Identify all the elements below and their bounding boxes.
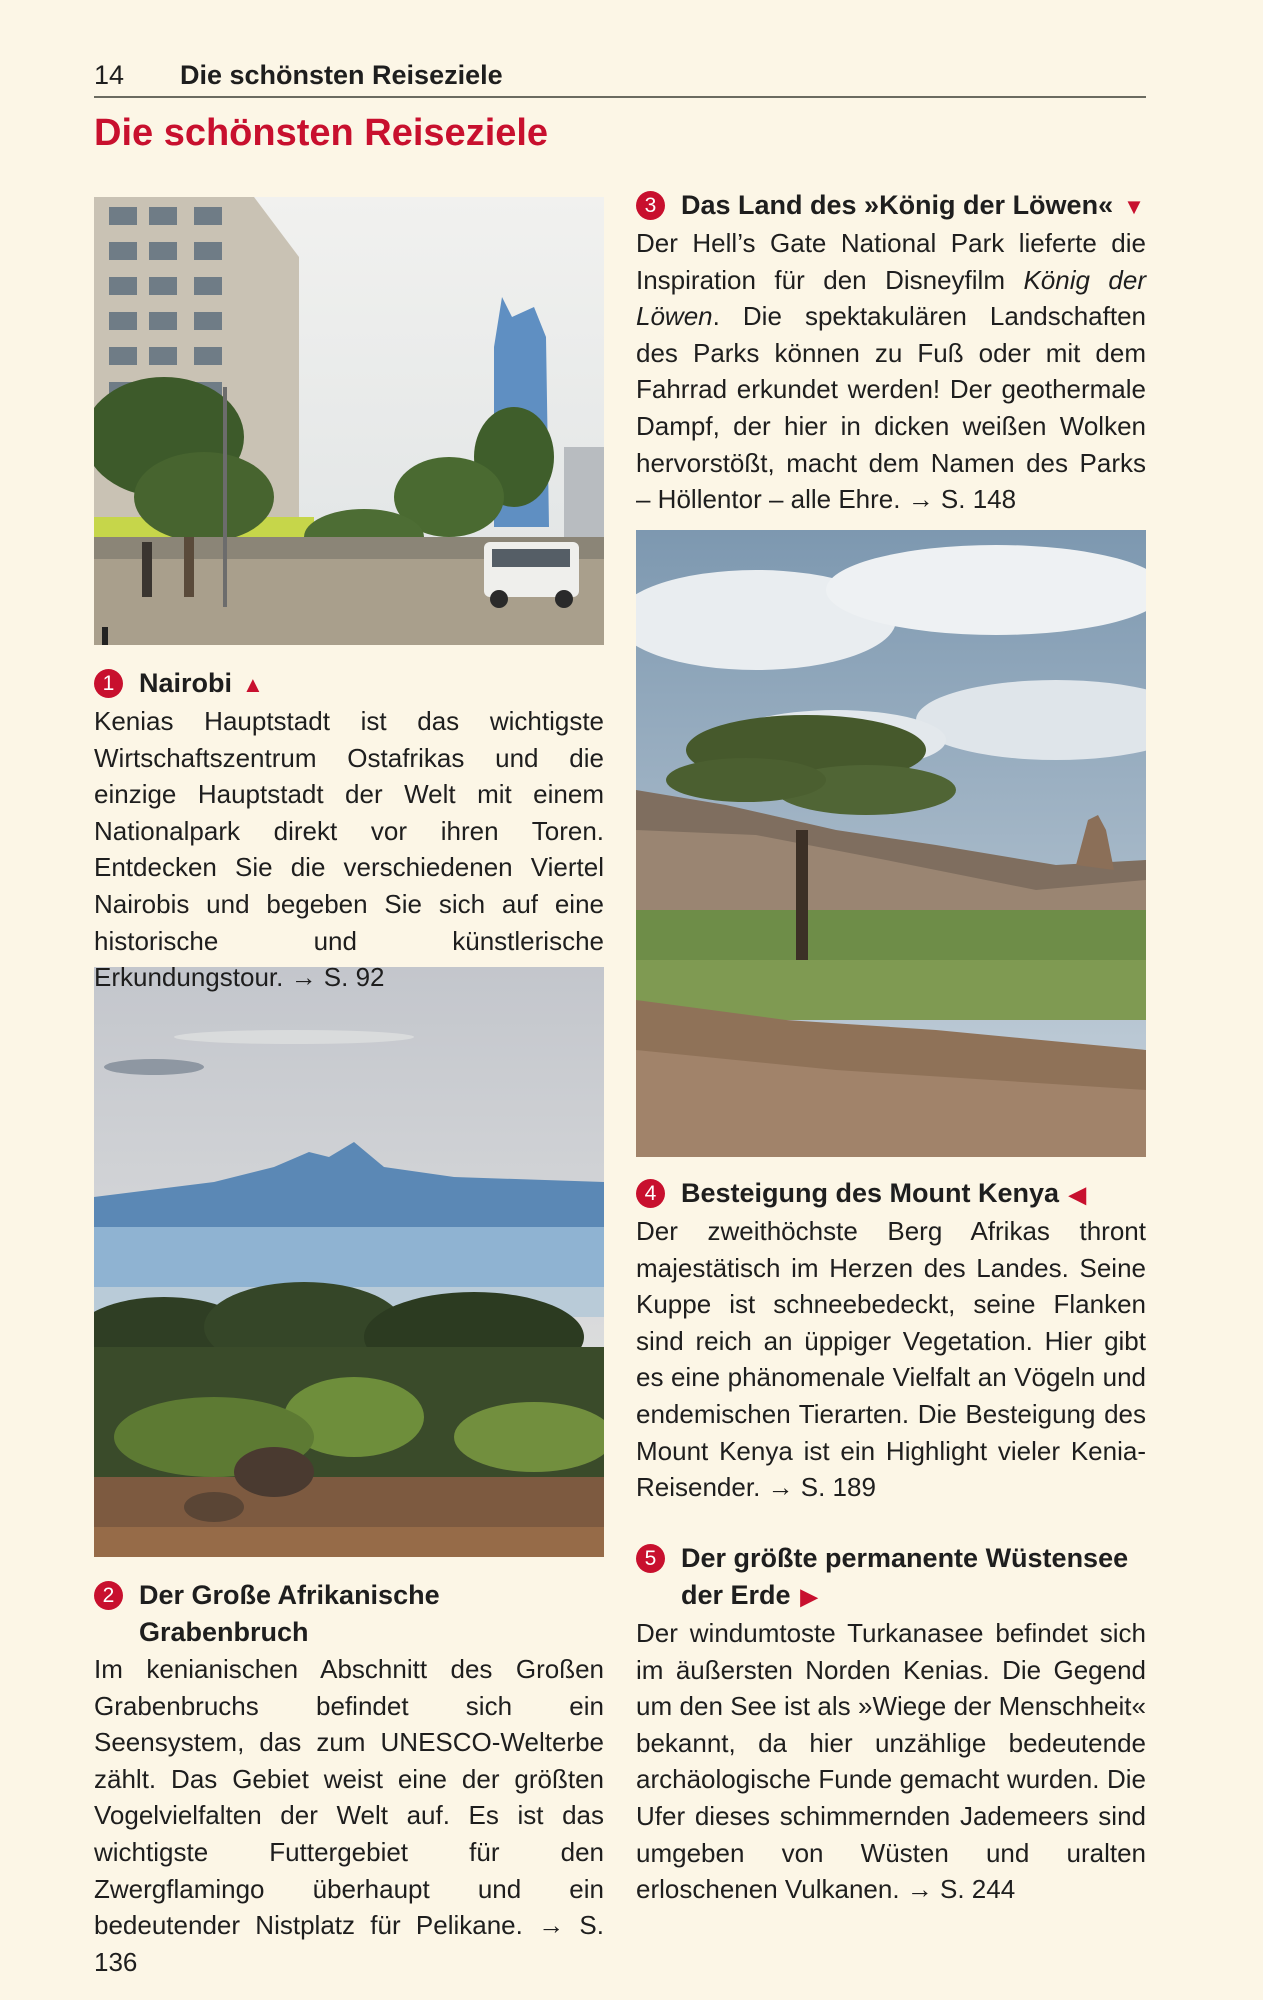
entry-5-wuestensee (636, 1540, 1146, 1908)
entry-heading (636, 187, 1146, 225)
number-badge: 1 (94, 669, 123, 698)
number-badge: 4 (636, 1179, 665, 1208)
mount-kenya-view-photo (94, 967, 604, 1557)
page-number: 14 (94, 60, 125, 90)
page-header (94, 56, 1146, 98)
entry-text: Kenias Hauptstadt ist das wichtigste Wirtschaftszentrum Ostafrikas und die einzige Hauptstadt der Welt mit einem Nationalpark direkt vor ihren Toren. Entdecken Sie die verschiedenen Viertel Nairobis und begeben Sie sich auf eine historische und künstlerische Erkundungstour. → S. 92 (94, 706, 604, 993)
entry-text: Der Hell’s Gate National Park lieferte die Inspiration für den Disneyfilm König der Löwen. Die spektakulären Landschaften des Parks können zu Fuß oder mit dem Fahrrad erkundet werden! Der geothermale Dampf, der hier in dicken weißen Wolken hervorstößt, macht dem Namen des Parks – Höllentor – alle Ehre. → S. 148 (636, 228, 1146, 515)
entry-title: Der Große Afrikanische Grabenbruch (139, 1580, 440, 1647)
entry-heading (636, 1175, 1146, 1213)
entry-text: Der windumtoste Turkanasee befindet sich im äußersten Norden Kenias. Die Gegend um den See ist als »Wiege der Menschheit« bekannt, da hier unzählige bedeutende archäologische Funde gemacht wurden. Die Ufer dieses schimmernden Jademeers sind umgeben von Wüsten und uralten erloschenen Vulkanen. → S. 244 (636, 1618, 1146, 1905)
entry-2-grabenbruch (94, 1577, 604, 1980)
entry-title: Der größte permanente Wüstensee der Erde (681, 1543, 1129, 1610)
triangle-down-icon: ▼ (1123, 194, 1145, 219)
hells-gate-photo (636, 530, 1146, 1157)
entry-4-mount-kenya (636, 1175, 1146, 1506)
entry-title: Nairobi (139, 668, 233, 698)
entry-title: Das Land des »König der Löwen« (681, 190, 1114, 220)
entry-text: Der zweithöchste Berg Afrikas thront majestätisch im Herzen des Landes. Seine Kuppe ist schneebedeckt, seine Flanken sind reich an üppiger Vegetation. Hier gibt es eine phänomenale Vielfalt an Vögeln und endemischen Tierarten. Die Besteigung des Mount Kenya ist ein Highlight vieler Kenia-Reisender. → S. 189 (636, 1216, 1146, 1503)
entry-1-nairobi (94, 665, 604, 996)
number-badge: 5 (636, 1544, 665, 1573)
entry-3-koenig-der-loewen (636, 187, 1146, 518)
triangle-up-icon: ▲ (242, 672, 264, 697)
entry-heading (94, 665, 604, 703)
entry-heading (636, 1540, 1146, 1615)
number-badge: 2 (94, 1581, 123, 1610)
nairobi-street-photo (94, 197, 604, 645)
page-title: Die schönsten Reiseziele (94, 112, 549, 154)
number-badge: 3 (636, 191, 665, 220)
film-title: König der Löwen (636, 264, 1146, 332)
entry-title: Besteigung des Mount Kenya (681, 1178, 1060, 1208)
running-title: Die schönsten Reiseziele (180, 60, 503, 90)
triangle-right-icon: ▶ (800, 1584, 818, 1609)
triangle-left-icon: ◀ (1069, 1182, 1086, 1207)
entry-heading (94, 1577, 604, 1651)
entry-text: Im kenianischen Abschnitt des Großen Grabenbruchs befindet sich ein Seensystem, das zum UNESCO-Welterbe zählt. Das Gebiet weist eine der größten Vogelvielfalten der Welt auf. Es ist das wichtigste Futtergebiet für den Zwergflamingo überhaupt und ein bedeutender Nistplatz für Pelikane. → S. 136 (94, 1654, 604, 1977)
